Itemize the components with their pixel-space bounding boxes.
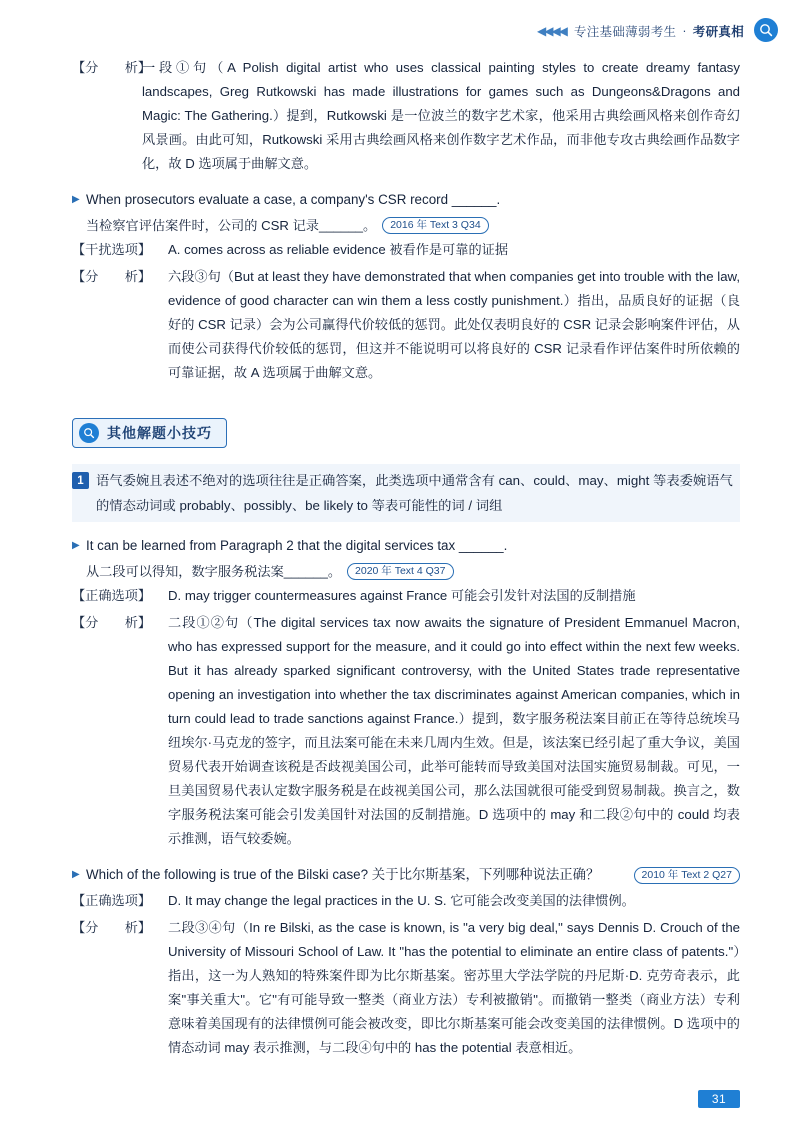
section-heading xyxy=(72,418,227,448)
header-left-text: 专注基础薄弱考生 xyxy=(573,25,677,39)
question-text-en: When prosecutors evaluate a case, a company's CSR record ______. xyxy=(86,192,501,207)
header-separator: · xyxy=(682,24,687,38)
source-tag: 2016 年 Text 3 Q34 xyxy=(382,217,488,234)
analysis-row xyxy=(72,611,740,851)
analysis-label: 【分 析】 xyxy=(72,920,152,935)
page-number: 31 xyxy=(698,1090,740,1108)
correct-option-text: D. may trigger countermeasures against France 可能会引发针对法国的反制措施 xyxy=(168,588,636,603)
analysis-block-1 xyxy=(72,56,740,176)
question-line xyxy=(72,863,740,887)
bullet-triangle-icon: ▶ xyxy=(72,194,80,205)
question-block-3 xyxy=(72,534,740,851)
analysis-row xyxy=(72,265,740,385)
chevron-left-icon: ◀◀◀◀ xyxy=(537,24,566,38)
question-block-4 xyxy=(72,863,740,1060)
question-text-cn: 从二段可以得知，数字服务税法案______。 xyxy=(86,564,342,579)
correct-option-label: 【正确选项】 xyxy=(72,893,152,908)
magnifier-icon xyxy=(79,423,99,443)
document-body xyxy=(72,56,740,1063)
analysis-text: 二段③④句（In re Bilski, as the case is known, is "a very big deal," says Dennis D. Crouch of the University of Missouri School of Law. It "has the potential to eliminate an entire class of patents."）指出，这一为人熟知的特殊案件即为比尔斯基案。密苏里大学法学院的丹尼斯·D. 克劳奇表示，此案"事关重大"。它"有可能导致一整类（商业方法）专利被撤销"。而撤销一整类（商业方法）专利意味着美国现有的法律惯例可能会被改变，即比尔斯基案可能会改变美国的法律惯例。D 选项中的情态动词 may 表示推测，与二段④句中的 has the potential 表意相近。 xyxy=(168,920,740,1055)
search-icon[interactable] xyxy=(754,18,778,42)
analysis-row xyxy=(72,56,740,176)
correct-option-row xyxy=(72,889,740,913)
question-translation-row xyxy=(86,560,740,584)
analysis-label: 【分 析】 xyxy=(72,615,152,630)
header-right-text: 考研真相 xyxy=(692,25,744,39)
question-text-en: Which of the following is true of the Bilski case? 关于比尔斯基案，下列哪种说法正确？ xyxy=(86,867,600,882)
source-tag: 2020 年 Text 4 Q37 xyxy=(347,563,453,580)
correct-option-row xyxy=(72,584,740,608)
question-translation-row xyxy=(86,214,740,238)
question-block-2 xyxy=(72,188,740,385)
analysis-text: 六段③句（But at least they have demonstrated that when companies get into trouble with the law, evidence of good character can win them a less costly punishment.）指出，品质良好的证据（良好的 CSR 记录）会为公司赢得代价较低的惩罚。此处仅表明良好的 CSR 记录会影响案件评估，从而使公司获得代价较低的惩罚，但这并不能说明可以将良好的 CSR 记录看作评估案件时所依赖的可靠证据，故 A 选项属于曲解文意。 xyxy=(168,269,740,380)
analysis-row xyxy=(72,916,740,1060)
analysis-text: 一段①句（A Polish digital artist who uses classical painting styles to create dreamy fantasy landscapes, Greg Rutkowski has made illustrations for games such as Dungeons&Dragons and Magic: The Gathering.）提到，Rutkowski 是一位波兰的数字艺术家，他采用古典绘画风格来创作奇幻风景画。由此可知，Rutkowski 采用古典绘画风格来创作数字艺术作品，而非他专攻古典绘画作品数字化，故 D 选项属于曲解文意。 xyxy=(142,60,740,171)
tip-text: 语气委婉且表述不绝对的选项往往是正确答案，此类选项中通常含有 can、could、may、might 等表委婉语气的情态动词或 probably、possibly、be likely to 等表可能性的词 / 词组 xyxy=(96,473,733,513)
source-tag: 2010 年 Text 2 Q27 xyxy=(634,867,740,884)
question-text-en: It can be learned from Paragraph 2 that the digital services tax ______. xyxy=(86,538,508,553)
bullet-triangle-icon: ▶ xyxy=(72,540,80,551)
question-text-cn: 当检察官评估案件时，公司的 CSR 记录______。 xyxy=(86,218,377,233)
bullet-triangle-icon: ▶ xyxy=(72,869,80,880)
section-title: 其他解题小技巧 xyxy=(107,425,212,441)
page-header xyxy=(0,18,800,52)
correct-option-text: D. It may change the legal practices in the U. S. 它可能会改变美国的法律惯例。 xyxy=(168,893,635,908)
source-tag-wrap xyxy=(634,863,740,887)
distractor-text: A. comes across as reliable evidence 被看作是可靠的证据 xyxy=(168,242,509,257)
analysis-label: 【分 析】 xyxy=(72,269,152,284)
header-title-group xyxy=(537,22,744,40)
analysis-text: 二段①②句（The digital services tax now awaits the signature of President Emmanuel Macron, who has expressed support for the measure, and it could go into effect within the next few weeks. But it has already sparked significant controversy, with the United States trade representative opening an investigation into whether the tax discriminates against American companies, which in turn could lead to trade sanctions against France.）提到，数字服务税法案目前正在等待总统埃马纽埃尔·马克龙的签字，而且法案可能在未来几周内生效。但是，该法案已经引起了重大争议，美国贸易代表开始调查该税是否歧视美国公司，此举可能转而导致美国对法国实施贸易制裁。可见，一旦美国贸易代表认定数字服务税是在歧视美国公司，那么法国就很可能受到贸易制裁。换言之，数字服务税法案可能会引发美国针对法国的反制措施。D 选项中的 may 和二段②句中的 could 均表示推测，语气较委婉。 xyxy=(168,615,740,846)
question-line xyxy=(72,534,740,558)
correct-option-label: 【正确选项】 xyxy=(72,588,152,603)
tip-item xyxy=(72,464,740,522)
tip-number: 1 xyxy=(72,472,89,489)
analysis-label: 【分 析】 xyxy=(72,60,152,75)
question-line xyxy=(72,188,740,212)
distractor-row xyxy=(72,238,740,262)
distractor-label: 【干扰选项】 xyxy=(72,242,152,257)
